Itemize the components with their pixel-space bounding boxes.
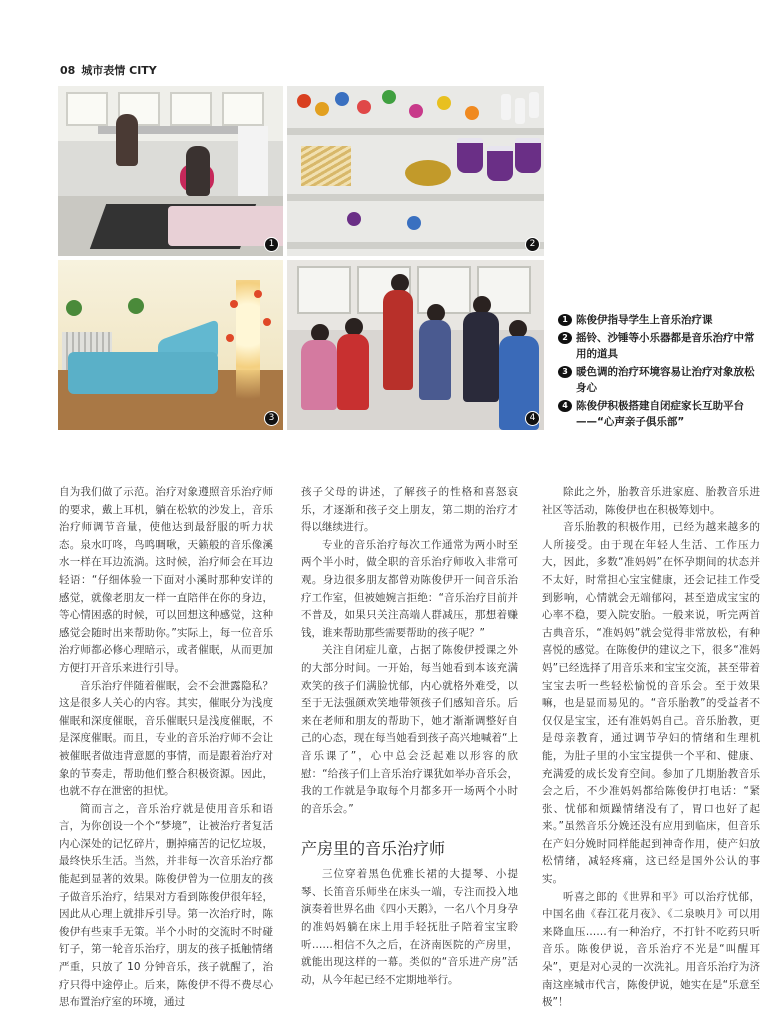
paragraph: 三位穿着黑色优雅长裙的大提琴、小提琴、长笛音乐师坐在床头一端，专注而投入地演奏着世界名曲《四小天鹅》，一名八个月身孕的准妈妈躺在床上用手轻抚肚子陪着宝宝聆听……相信不久之后，在济南医院的产房里，就能出现这样的一幕。类似的“音乐进产房”活动，从今年起已经不定期地举行。 [301, 868, 518, 986]
article-column-3 [542, 484, 760, 1012]
photo-instrument-shelf [287, 86, 544, 256]
article-column-2 [301, 484, 518, 989]
caption-text: 暖色调的治疗环境容易让治疗对象放松身心 [576, 366, 755, 394]
caption-text: 陈俊伊积极搭建自闭症家长互助平台——“心声亲子俱乐部” [576, 400, 744, 428]
paragraph: 自为我们做了示范。治疗对象遵照音乐治疗师的要求，戴上耳机，躺在松软的沙发上，音乐治疗师调节音量，使他达到最舒服的听力状态。泉水叮咚，鸟鸣啁啾，天籁般的音乐像溪水一样在耳边流淌。这时候，治疗师会在耳边轻语：“仔细体验一下面对小溪时那种安详的感觉，就像老朋友一样一直陪伴在你的身边，等心情困惑的时候，可以回想这种感觉，这种感觉会随时出来帮助你。”实际上，每一位音乐治疗师都必修心理暗示，或者催眠，从而更加方便打开音乐来进行引导。 [59, 486, 273, 674]
article-column-1 [59, 484, 273, 1012]
caption-text: 陈俊伊指导学生上音乐治疗课 [576, 314, 713, 326]
paragraph: 音乐治疗伴随着催眠，会不会泄露隐私？这是很多人关心的内容。其实，催眠分为浅度催眠和深度催眠，音乐催眠只是浅度催眠，不是深度催眠。而且，专业的音乐治疗师不会让被催眠者做违背意愿的事情，而是跟着治疗对象的节奏走，帮助他们整合积极资源。因此，也就不存在泄密的担忧。 [59, 679, 273, 798]
paragraph: 音乐胎教的积极作用，已经为越来越多的人所接受。由于现在年轻人生活、工作压力大，因此，多数“准妈妈”在怀孕期间的状态并不太好，时常担心宝宝健康，还会记挂工作受到影响，心情就会无端郁闷，甚至造成宝宝的心率不稳，要入院安胎。一般来说，听完两首古典音乐，“准妈妈”就会觉得非常放松，有种喜悦的感觉。在陈俊伊的建议之下，很多“准妈妈”已经选择了用音乐来和宝宝交流，甚至带着宝宝去听一些轻松愉悦的音乐会。至于效果嘛，也是显而易见的。“音乐胎教”的受益者不仅仅是宝宝，还有准妈妈自己。音乐胎教，更是母亲教育，通过调节孕妇的情绪和生理机能，为肚子里的小宝宝提供一个平和、健康、充满爱的成长发育空间。参加了几期胎教音乐会之后，不少准妈妈都给陈俊伊打电话：“紧张、忧郁和烦躁情绪没有了，胃口也好了起来。”虽然音乐分娩还没有应用到临床，但音乐在产妇分娩时同样能起到神奇作用，使产妇放松情绪，减轻疼痛，这已经是国外公认的事实。 [542, 521, 760, 886]
section-name: 城市表情 CITY [81, 64, 157, 77]
photo-badge: 3 [264, 411, 279, 426]
paragraph: 除此之外，胎教音乐进家庭、胎教音乐进社区等活动，陈俊伊也在积极筹划中。 [542, 486, 760, 516]
caption-4 [558, 398, 758, 430]
caption-3 [558, 364, 758, 396]
caption-1 [558, 312, 758, 328]
photo-captions [558, 312, 758, 432]
paragraph: 简而言之，音乐治疗就是使用音乐和语言，为你创设一个个“梦境”，让被治疗者复活内心深处的记忆碎片，删掉痛苦的记忆垃圾，最终快乐生活。当然，并非每一次音乐治疗都能起到显著的效果。陈俊伊曾为一位朋友的孩子做音乐治疗，结果对方看到陈俊伊很年轻，因此从心理上就排斥引导。第一次治疗时，陈俊伊有些束手无策。半个小时的交流时不时碰钉子，第一轮音乐治疗，朋友的孩子抵触情绪严重，只放了 10 分钟音乐，孩子就醒了，治疗只得中途停止。后来，陈俊伊不得不费尽心思布置治疗室的环境，通过 [59, 802, 273, 1009]
caption-text: 摇铃、沙锤等小乐器都是音乐治疗中常用的道具 [576, 332, 755, 360]
section-heading: 产房里的音乐治疗师 [301, 839, 446, 859]
photo-parent-child-club [287, 260, 544, 430]
photo-badge: 1 [264, 237, 279, 252]
caption-number: 1 [558, 314, 572, 326]
caption-number: 4 [558, 400, 572, 412]
page-header [60, 62, 157, 78]
caption-number: 2 [558, 332, 572, 344]
photo-therapy-class [58, 86, 283, 256]
caption-number: 3 [558, 366, 572, 378]
caption-2 [558, 330, 758, 362]
paragraph: 孩子父母的讲述，了解孩子的性格和喜怒哀乐，才逐渐和孩子交上朋友，第二期的治疗才得以继续进行。 [301, 486, 518, 534]
paragraph: 专业的音乐治疗每次工作通常为两小时至两个半小时，做全职的音乐治疗师收入非常可观。身边很多朋友都曾劝陈俊伊开一间音乐治疗工作室，但被她婉言拒绝：“音乐治疗目前并不普及，如果只关注高端人群减压，那想着赚钱，谁来帮助那些需要帮助的孩子呢？” [301, 538, 518, 639]
photo-badge: 2 [525, 237, 540, 252]
photo-warm-room [58, 260, 283, 430]
paragraph: 关注自闭症儿童，占据了陈俊伊授课之外的大部分时间。一开始，每当她看到本该充满欢笑的孩子们满脸忧郁，内心就格外难受，以至于无法强颜欢笑地带领孩子们感知音乐。后来在老师和朋友的帮助下，她才渐渐调整好自己的心态，现在每当她看到孩子高兴地喊着“上音乐课了”，心中总会泛起难以形容的欣慰：“给孩子们上音乐治疗课犹如举办音乐会，我的工作就是争取每个月都多开一场两个小时的音乐会。” [301, 644, 518, 815]
paragraph: 听喜之郎的《世界和平》可以治疗忧郁，中国名曲《春江花月夜》、《二泉映月》可以用来降血压……有一种治疗，不打针不吃药只听音乐。陈俊伊说，音乐治疗不光是“叫醒耳朵”，更是对心灵的一次洗礼。用音乐治疗为济南这座城市代言，陈俊伊说，她实在是“乐意至极”！ [542, 890, 760, 1009]
photo-badge: 4 [525, 411, 540, 426]
page-number: 08 [60, 64, 76, 77]
